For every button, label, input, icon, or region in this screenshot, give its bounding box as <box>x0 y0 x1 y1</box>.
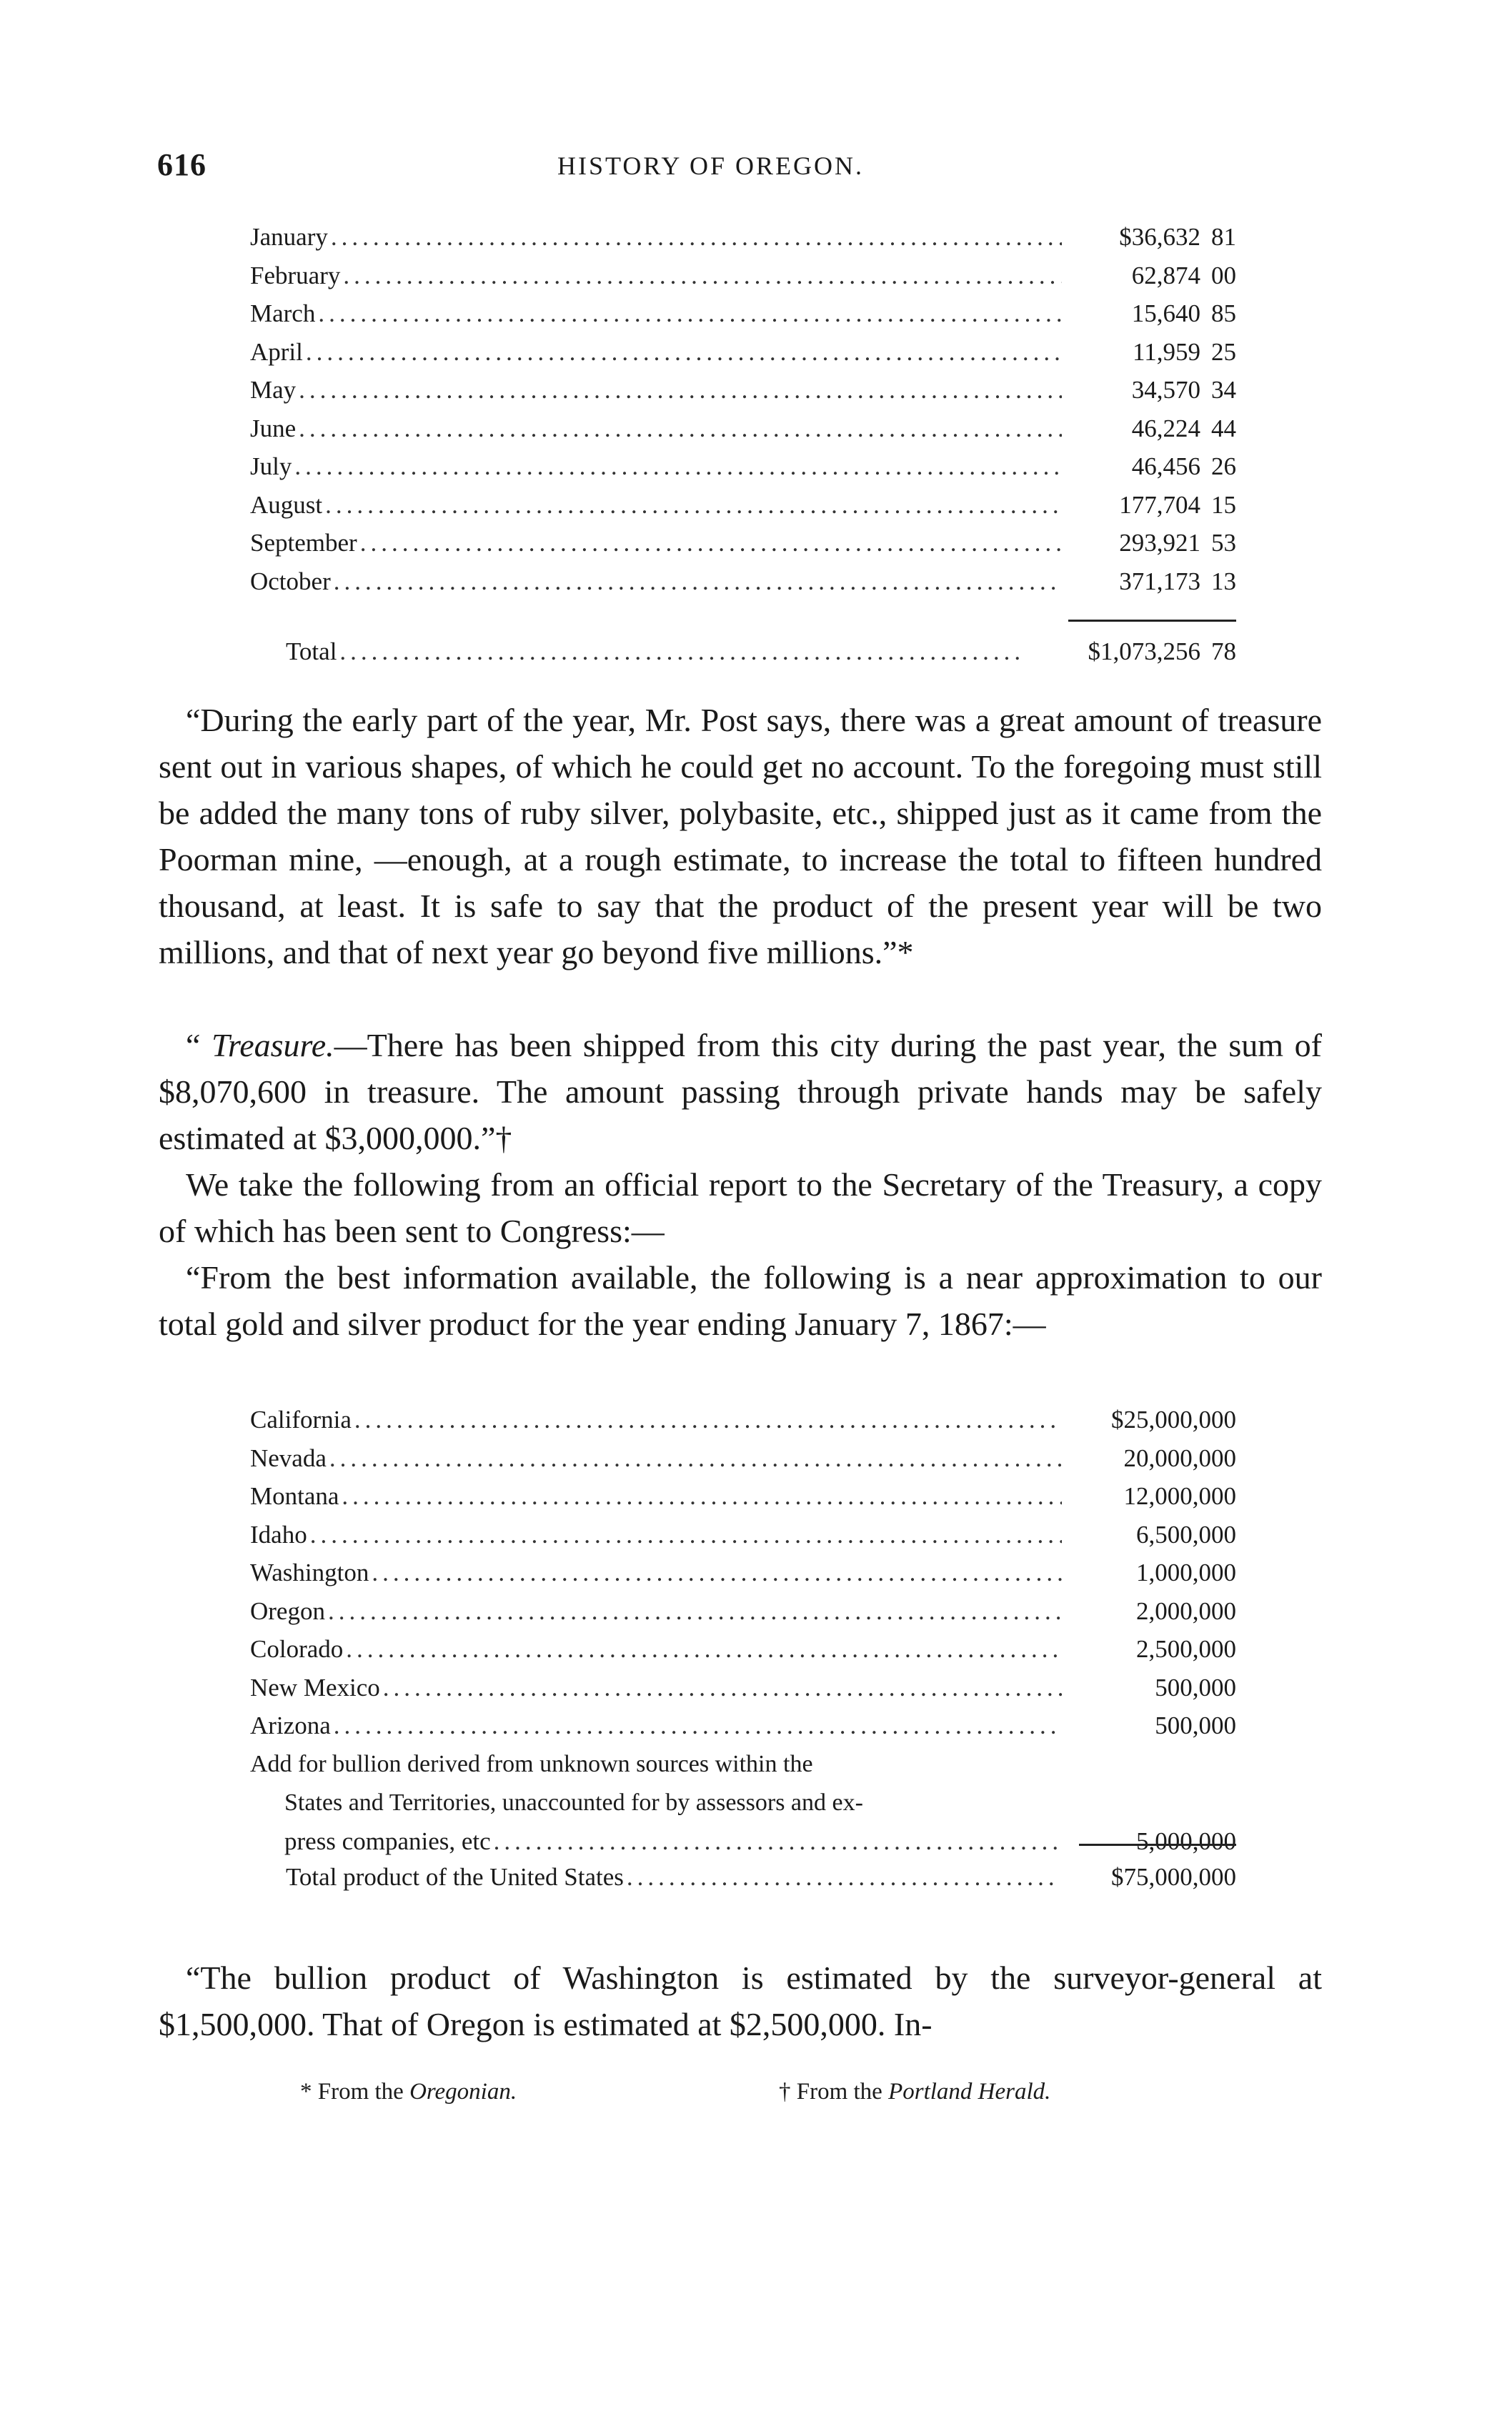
table-row: July ..... 46,456 26 <box>250 447 1236 486</box>
gold-silver-product-table <box>250 1401 1236 1860</box>
running-head: HISTORY OF OREGON. <box>557 152 865 180</box>
total-amount: $1,073,256 <box>1088 637 1200 665</box>
table-row: February ..... 62,874 00 <box>250 257 1236 295</box>
table-row: September ..... 293,921 53 <box>250 524 1236 562</box>
total-label: Total product of the United States <box>286 1863 624 1891</box>
table-row: January ..... $36,632 81 <box>250 218 1236 257</box>
monthly-shipments-table <box>250 218 1236 600</box>
monthly-total-row: Total ..... $1,073,256 78 <box>286 632 1236 671</box>
table-row: Nevada ..... 20,000,000 <box>250 1439 1236 1478</box>
paragraph-post-report: “During the early part of the year, Mr. Post says, there was a great amount of treasure sent out in various shapes, of which he could get no account. To the foregoing must still be added the many tons of ruby silver, polybasite, etc., shipped just as it came from the Poorman mine, —enough, at a rough estimate, to increase the total to fifteen hundred thousand, at least. It is safe to say that the product of the present year will be two millions, and that of next year go beyond five millions.”* <box>159 702 1322 970</box>
table-row: October ..... 371,173 13 <box>250 562 1236 601</box>
table-row: August ..... 177,704 15 <box>250 486 1236 525</box>
table-row: Montana ..... 12,000,000 <box>250 1477 1236 1516</box>
product-total-row <box>286 1858 1236 1897</box>
table-row: May ..... 34,570 34 <box>250 371 1236 409</box>
table-row: Arizona ..... 500,000 <box>250 1707 1236 1745</box>
unknown-sources-note: States and Territories, unaccounted for by assessors and ex- <box>284 1789 863 1816</box>
page-number: 616 <box>157 147 207 182</box>
table-row: Colorado ..... 2,500,000 <box>250 1630 1236 1669</box>
table-row: Idaho ..... 6,500,000 <box>250 1516 1236 1554</box>
sum-rule <box>1079 1844 1236 1846</box>
total-amount: $75,000,000 <box>1111 1863 1236 1891</box>
footnote-star: * From the Oregonian. <box>300 2079 517 2105</box>
paragraph-official-report: We take the following from an official report to the Secretary of the Treasury, a copy of which has been sent to Congress:— <box>159 1166 1322 1249</box>
table-row: June ..... 46,224 44 <box>250 409 1236 448</box>
table-row: California ..... $25,000,000 <box>250 1401 1236 1439</box>
table-row: March ..... 15,640 85 <box>250 294 1236 333</box>
paragraph-best-information: “From the best information available, the following is a near approximation to our total gold and silver product for the year ending January 7, 1867:— <box>159 1259 1322 1342</box>
table-row: New Mexico ..... 500,000 <box>250 1669 1236 1707</box>
total-label: Total <box>286 637 337 665</box>
table-row: April ..... 11,959 25 <box>250 333 1236 372</box>
paragraph-treasure: “ Treasure.—There has been shipped from this city during the past year, the sum of $8,070,600 in treasure. The amount passing through private hands may be safely estimated at $3,000,000.”† <box>159 1027 1322 1156</box>
page-header <box>157 146 1329 197</box>
footnote-dagger: † From the Portland Herald. <box>779 2079 1051 2105</box>
table-row: Washington ..... 1,000,000 <box>250 1554 1236 1592</box>
sum-rule <box>1068 620 1236 622</box>
table-row: Oregon ..... 2,000,000 <box>250 1592 1236 1631</box>
unknown-sources-note: Add for bullion derived from unknown sources within the <box>250 1750 813 1777</box>
table-row: press companies, etc ..... 5,000,000 <box>250 1822 1236 1861</box>
paragraph-bullion-washington: “The bullion product of Washington is estimated by the surveyor-general at $1,500,000. That of Oregon is estimated at $2,500,000. In- <box>159 1960 1322 2042</box>
